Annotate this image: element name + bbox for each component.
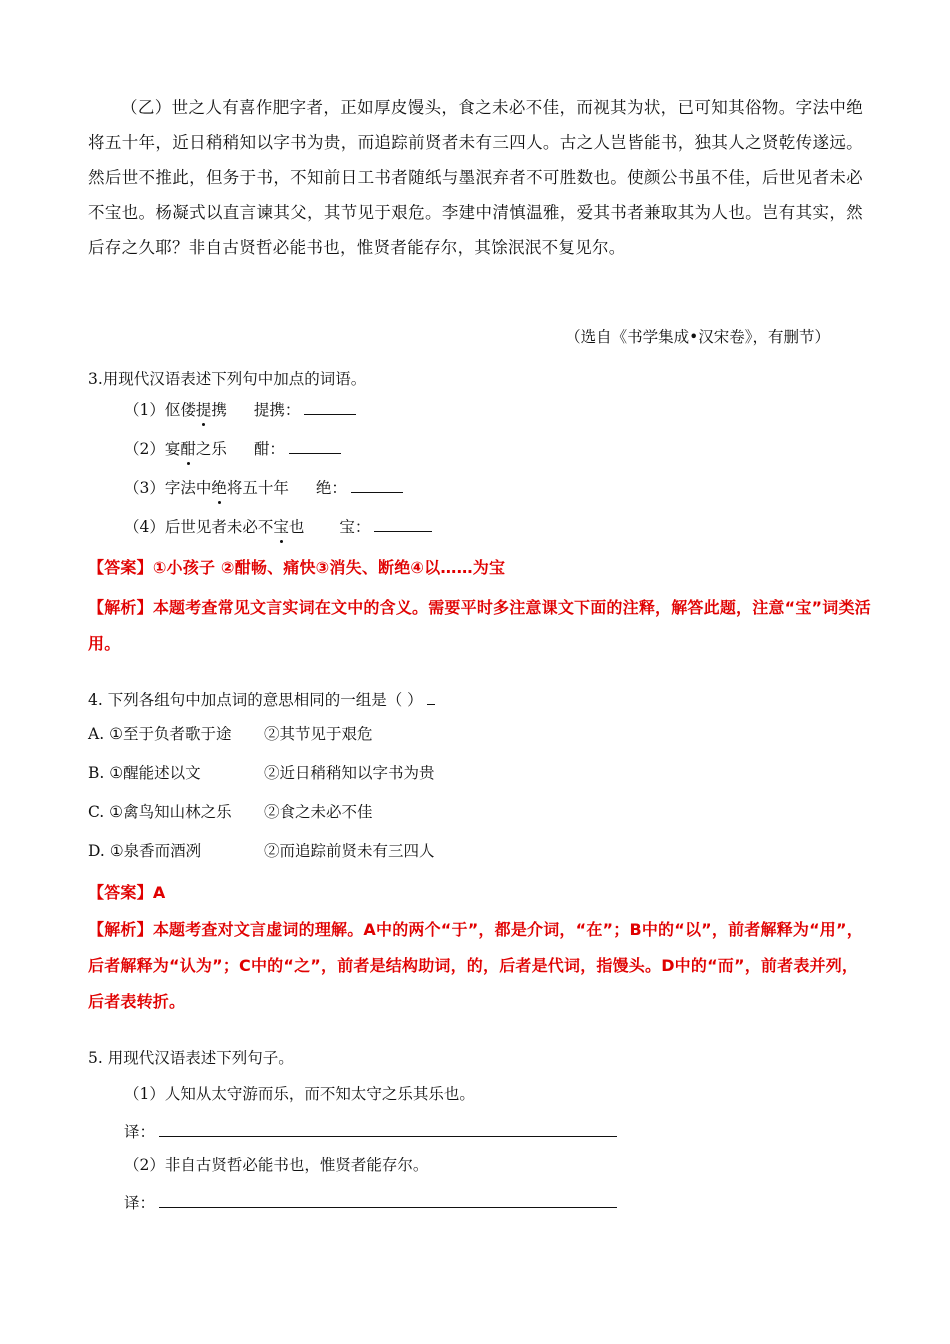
q4-analysis: 【解析】本题考查对文言虚词的理解。A中的两个“于”，都是介词，“在”；B中的“以”，前者解释为“用”，后者解释为“认为”；C中的“之”，前者是结构助词，的，后者是代词，指馒头。D中的“而”，前者表并列，后者表转折。 (88, 920, 863, 1011)
q3-answer: 【答案】①小孩子 ②酣畅、痛快③消失、断绝④以……为宝 (88, 558, 506, 577)
translation-input-2[interactable] (159, 1189, 617, 1208)
q4-option-b: B. ①醒能述以文 ②近日稍稍知以字书为贵 (88, 764, 435, 782)
q3-stem: 3.用现代汉语表述下列句中加点的词语。 (88, 370, 367, 388)
q4-option-d: D. ①泉香而酒冽 ②而追踪前贤未有三四人 (88, 842, 435, 860)
answer-blank[interactable] (289, 437, 341, 454)
q4-stem: 4. 下列各组句中加点词的意思相同的一组是（ ） (88, 688, 435, 710)
answer-blank[interactable] (304, 398, 356, 415)
q3-item-4: （4）后世见者未必不宝也 宝： (124, 515, 432, 537)
answer-blank[interactable] (374, 515, 432, 532)
q4-option-c: C. ①禽鸟知山林之乐 ②食之未必不佳 (88, 803, 373, 821)
answer-blank[interactable] (351, 476, 403, 493)
q3-item-3: （3）字法中绝将五十年 绝： (124, 476, 403, 498)
q5-sentence-1: （1）人知从太守游而乐，而不知太守之乐其乐也。 (124, 1085, 475, 1103)
q4-option-a: A. ①至于负者歌于途 ②其节见于艰危 (88, 725, 373, 743)
passage-source: （选自《书学集成•汉宋卷》，有删节） (565, 328, 830, 346)
q3-item-2: （2）宴酣之乐 酣： (124, 437, 341, 459)
q5-sentence-2: （2）非自古贤哲必能书也，惟贤者能存尔。 (124, 1156, 429, 1174)
q5-translation-1: 译： (124, 1118, 617, 1142)
q5-translation-2: 译： (124, 1189, 617, 1213)
translation-input-1[interactable] (159, 1118, 617, 1137)
q3-item-1: （1）伛偻提携 提携： (124, 398, 356, 420)
q3-analysis: 【解析】本题考查常见文言实词在文中的含义。需要平时多注意课文下面的注释，解答此题，注意“宝”词类活用。 (88, 598, 871, 653)
passage-yi (88, 90, 863, 265)
q4-answer: 【答案】A (88, 883, 166, 902)
passage-text: （乙）世之人有喜作肥字者，正如厚皮馒头，食之未必不佳，而视其为状，已可知其俗物。字法中绝将五十年，近日稍稍知以字书为贵，而追踪前贤者未有三四人。古之人岂皆能书，独其人之贤乾传遂远。然后世不推此，但务于书，不知前日工书者随纸与墨泯弃者不可胜数也。使颜公书虽不佳，后世见者未必不宝也。杨凝式以直言谏其父，其节见于艰危。李建中清慎温雅，爱其书者兼取其为人也。岂有其实，然后存之久耶？非自古贤哲必能书也，惟贤者能存尔，其馀泯泯不复见尔。 (88, 98, 863, 257)
q5-stem: 5. 用现代汉语表述下列句子。 (88, 1049, 294, 1067)
